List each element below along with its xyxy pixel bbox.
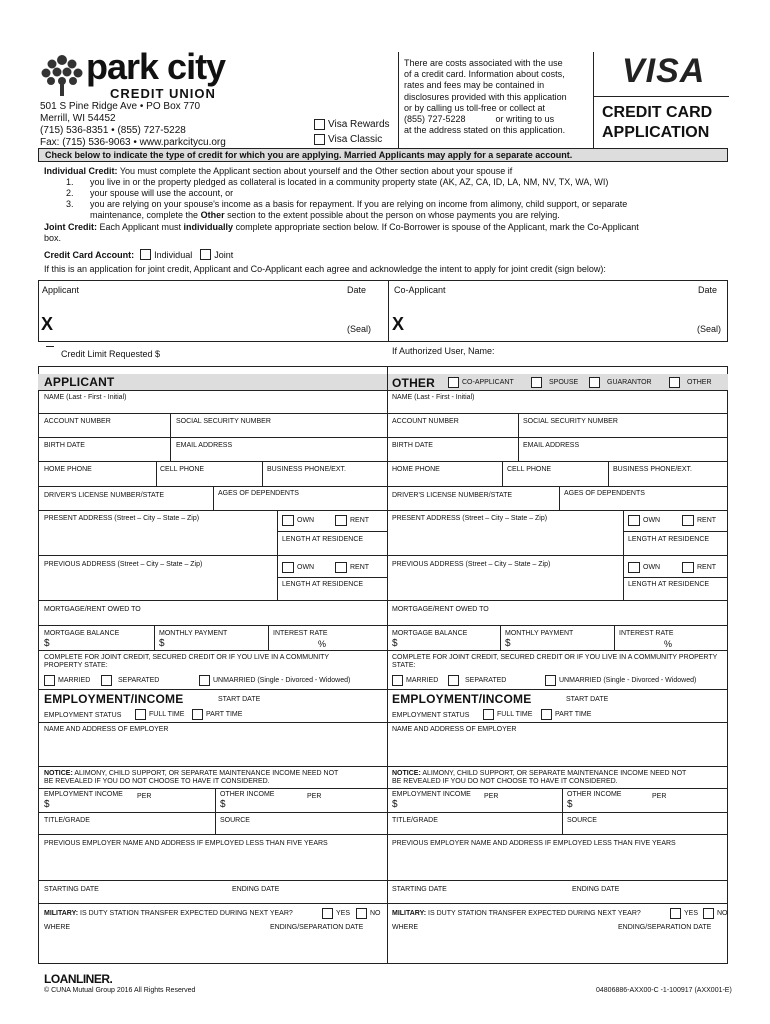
other-business-phone[interactable]: BUSINESS PHONE/EXT.	[613, 466, 692, 473]
co-applicant-date-label: Date	[698, 285, 718, 295]
applicant-name-field[interactable]: NAME (Last - First - Initial)	[44, 394, 127, 401]
applicant-present-length[interactable]: LENGTH AT RESIDENCE	[282, 536, 364, 543]
joint-pre: Each Applicant must	[97, 222, 184, 232]
notice-line-1: ALIMONY, CHILD SUPPORT, OR SEPARATE MAINTENANCE INCOME NEED NOT	[420, 770, 687, 777]
item3-pre: maintenance, complete the	[90, 210, 201, 220]
notice-lead: NOTICE:	[44, 770, 73, 777]
percent-sign: %	[318, 639, 327, 649]
row-line	[38, 812, 728, 813]
notice-line-2: BE REVEALED IF YOU DO NOT CHOOSE TO HAVE IT CONSIDERED.	[44, 778, 270, 785]
other-income-per: PER	[484, 793, 499, 800]
applicant-present-address[interactable]: PRESENT ADDRESS (Street – City – State – Zip)	[44, 515, 200, 522]
copyright: © CUNA Mutual Group 2016 All Rights Reserved	[44, 987, 196, 994]
form-title-line-1: CREDIT CARD	[602, 104, 713, 121]
joint-credit-cont: box.	[44, 233, 62, 243]
own-label: OWN	[643, 517, 661, 524]
joint-checkbox[interactable]	[200, 249, 211, 260]
loanliner-logo: LOANLINER.	[44, 972, 113, 986]
dollar-sign: $	[44, 799, 50, 810]
co-applicant-sig-label: Co-Applicant	[394, 285, 446, 295]
row-line	[38, 390, 728, 391]
married-label: MARRIED	[406, 677, 439, 684]
applicant-income-per: PER	[137, 793, 152, 800]
checkbox-box[interactable]	[322, 908, 333, 919]
applicant-notice	[44, 770, 338, 786]
checkbox-box[interactable]	[483, 709, 494, 720]
notice-line-2: BE REVEALED IF YOU DO NOT CHOOSE TO HAVE IT CONSIDERED.	[392, 778, 618, 785]
co-applicant-label: CO-APPLICANT	[462, 379, 514, 386]
checkbox-box[interactable]	[448, 377, 459, 388]
applicant-present-own[interactable]	[282, 515, 314, 526]
row-line	[38, 834, 728, 835]
applicant-previous-address[interactable]: PREVIOUS ADDRESS (Street – City – State – Zip)	[44, 561, 203, 568]
checkbox-box[interactable]	[101, 675, 112, 686]
individual-credit-text	[44, 166, 512, 176]
other-monthly-payment[interactable]: MONTHLY PAYMENT	[505, 630, 574, 637]
col-line	[500, 625, 501, 650]
other-title-grade[interactable]: TITLE/GRADE	[392, 817, 438, 824]
spouse-checkbox[interactable]	[531, 377, 578, 388]
col-line	[614, 625, 615, 650]
checkbox-box[interactable]	[628, 562, 640, 573]
joint-bold: individually	[183, 222, 234, 232]
applicant-military	[44, 910, 293, 917]
row-line	[277, 577, 387, 578]
col-line	[156, 461, 157, 486]
col-line	[608, 461, 609, 486]
item-text: your spouse will use the account, or	[90, 188, 234, 198]
other-name-field[interactable]: NAME (Last - First - Initial)	[392, 394, 475, 401]
dollar-sign: $	[392, 799, 398, 810]
military-lead: MILITARY:	[392, 910, 427, 917]
dollar-sign: $	[159, 638, 165, 649]
applicant-cell-phone[interactable]: CELL PHONE	[160, 466, 205, 473]
visa-rewards-checkbox[interactable]	[314, 119, 390, 130]
applicant-start-date[interactable]: START DATE	[218, 696, 261, 703]
other-present-address[interactable]: PRESENT ADDRESS (Street – City – State – Zip)	[392, 515, 548, 522]
other-military	[392, 910, 641, 917]
applicant-military-yes[interactable]	[322, 908, 350, 919]
cost-line: of a credit card. Information about costs,	[404, 69, 565, 80]
other-ending-date[interactable]: ENDING DATE	[572, 886, 620, 893]
other-ssn[interactable]: SOCIAL SECURITY NUMBER	[523, 418, 618, 425]
joint-label: Joint	[214, 249, 234, 260]
military-question: IS DUTY STATION TRANSFER EXPECTED DURING NEXT YEAR?	[426, 910, 641, 917]
title-rule	[593, 96, 729, 97]
applicant-income[interactable]: EMPLOYMENT INCOME	[44, 791, 123, 798]
other-source[interactable]: SOURCE	[567, 817, 597, 824]
cost-line: There are costs associated with the use	[404, 58, 563, 68]
col-line	[277, 510, 278, 600]
other-checkbox[interactable]	[669, 377, 712, 388]
row-line	[38, 510, 728, 511]
other-military-yes[interactable]	[670, 908, 698, 919]
col-line	[213, 486, 214, 510]
col-line	[154, 625, 155, 650]
checkbox-box[interactable]	[282, 515, 294, 526]
instruction-item-2	[66, 188, 233, 198]
checkbox-box[interactable]	[356, 908, 367, 919]
item3-bold: Other	[200, 210, 225, 220]
rent-label: RENT	[697, 517, 717, 524]
guarantor-checkbox[interactable]	[589, 377, 652, 388]
other-other-income[interactable]: OTHER INCOME	[567, 791, 622, 798]
dollar-sign: $	[220, 799, 226, 810]
banner-text: Check below to indicate the type of credit for which you are applying. Married Applicants may apply for a separate account.	[45, 150, 573, 160]
item-text: you are relying on your spouse's income as a basis for repayment. If you are relying on income from alimony, child support, or separate	[90, 199, 628, 209]
col-line	[623, 510, 624, 600]
other-start-date[interactable]: START DATE	[566, 696, 609, 703]
row-line	[38, 650, 728, 651]
applicant-previous-own[interactable]	[282, 562, 314, 573]
own-label: OWN	[643, 564, 661, 571]
other-income[interactable]: EMPLOYMENT INCOME	[392, 791, 471, 798]
checkbox-box[interactable]	[192, 709, 203, 720]
applicant-heading: APPLICANT	[44, 375, 115, 389]
checkbox-box[interactable]	[335, 562, 347, 573]
other-interest-rate[interactable]: INTEREST RATE	[619, 630, 674, 637]
other-ages-dependents[interactable]: AGES OF DEPENDENTS	[564, 490, 645, 497]
item-number: 3.	[66, 199, 74, 209]
cost-line: disclosures provided with this application	[404, 91, 567, 102]
applicant-full-time[interactable]	[135, 709, 184, 720]
other-present-own[interactable]	[628, 515, 660, 526]
applicant-seal: (Seal)	[347, 324, 372, 334]
unmarried-label: UNMARRIED (Single - Divorced - Widowed)	[559, 677, 697, 684]
applicant-separated[interactable]	[101, 675, 159, 686]
other-drivers-license[interactable]: DRIVER'S LICENSE NUMBER/STATE	[392, 492, 513, 499]
applicant-business-phone[interactable]: BUSINESS PHONE/EXT.	[267, 466, 346, 473]
yes-label: YES	[336, 910, 351, 917]
phone-line: (715) 536-8351 • (855) 727-5228	[40, 125, 186, 136]
applicant-mortgage-owed[interactable]: MORTGAGE/RENT OWED TO	[44, 606, 141, 613]
applicant-drivers-license[interactable]: DRIVER'S LICENSE NUMBER/STATE	[44, 492, 165, 499]
checkbox-box[interactable]	[392, 675, 403, 686]
no-label: NO	[370, 910, 381, 917]
checkbox-box[interactable]	[545, 675, 556, 686]
joint-lead: Joint Credit:	[44, 222, 97, 232]
other-full-time[interactable]	[483, 709, 532, 720]
other-unmarried[interactable]	[545, 675, 696, 686]
instruction-item-3	[66, 199, 627, 209]
other-part-time[interactable]	[541, 709, 591, 720]
applicant-other-income[interactable]: OTHER INCOME	[220, 791, 275, 798]
other-mortgage-balance[interactable]: MORTGAGE BALANCE	[392, 630, 468, 637]
applicant-interest-rate[interactable]: INTEREST RATE	[273, 630, 328, 637]
other-email[interactable]: EMAIL ADDRESS	[523, 442, 580, 449]
yes-label: YES	[684, 910, 699, 917]
applicant-ending-date[interactable]: ENDING DATE	[232, 886, 280, 893]
applicant-part-time[interactable]	[192, 709, 242, 720]
married-label: MARRIED	[58, 677, 91, 684]
checkbox-box[interactable]	[541, 709, 552, 720]
no-label: NO	[717, 910, 728, 917]
row-line	[38, 880, 728, 881]
col-line	[559, 486, 560, 510]
cost-line: (855) 727-5228 or writing to us	[404, 114, 555, 125]
row-line	[623, 531, 728, 532]
brand-name: park city	[86, 46, 226, 87]
instruction-banner	[38, 148, 728, 162]
visa-classic-checkbox[interactable]	[314, 134, 382, 145]
checkbox-box[interactable]	[682, 562, 694, 573]
other-birth-date[interactable]: BIRTH DATE	[392, 442, 433, 449]
individual-credit-lead: Individual Credit:	[44, 166, 118, 176]
form-title-line-2: APPLICATION	[602, 124, 710, 141]
col-line	[518, 413, 519, 461]
col-line	[262, 461, 263, 486]
other-complete-joint: COMPLETE FOR JOINT CREDIT, SECURED CREDIT OR IF YOU LIVE IN A COMMUNITY PROPERTY STATE:	[392, 654, 718, 669]
other-previous-rent[interactable]	[682, 562, 716, 573]
co-applicant-seal: (Seal)	[697, 324, 722, 334]
fax-line: Fax: (715) 536-9063 • www.parkcitycu.org	[40, 137, 226, 148]
instruction-item-3-cont	[90, 210, 560, 220]
individual-label: Individual	[154, 249, 193, 260]
other-present-rent[interactable]	[682, 515, 716, 526]
other-ending-separation[interactable]: ENDING/SEPARATION DATE	[618, 924, 712, 931]
joint-acknowledgement: If this is an application for joint credit, Applicant and Co-Applicant each agree and acknowledge the intent to apply for joint credit (sign below):	[44, 264, 606, 274]
individual-checkbox[interactable]	[140, 249, 151, 260]
checkbox-box[interactable]	[682, 515, 694, 526]
applicant-employer[interactable]: NAME AND ADDRESS OF EMPLOYER	[44, 726, 169, 733]
instruction-item-1	[66, 177, 608, 187]
item3-post: section to the extent possible about the person on whose payments you are relying.	[224, 210, 560, 220]
other-mortgage-owed[interactable]: MORTGAGE/RENT OWED TO	[392, 606, 489, 613]
other-present-length[interactable]: LENGTH AT RESIDENCE	[628, 536, 710, 543]
row-line	[38, 722, 728, 723]
row-line	[623, 577, 728, 578]
unmarried-label: UNMARRIED (Single - Divorced - Widowed)	[213, 677, 351, 684]
credit-union-logo	[38, 52, 86, 98]
other-employer[interactable]: NAME AND ADDRESS OF EMPLOYER	[392, 726, 517, 733]
row-line	[38, 437, 728, 438]
checkbox-box[interactable]	[314, 119, 325, 130]
separated-label: SEPARATED	[118, 677, 160, 684]
other-label: OTHER	[687, 379, 712, 386]
applicant-sign-field[interactable]: X	[41, 314, 54, 334]
item-text: you live in or the property pledged as collateral is located in a community property state (AK, AZ, CA, ID, LA, NM, NV, TX, WA, WI)	[90, 177, 609, 187]
center-divider	[387, 366, 388, 964]
dollar-sign: $	[392, 638, 398, 649]
notice-line-1: ALIMONY, CHILD SUPPORT, OR SEPARATE MAINTENANCE INCOME NEED NOT	[72, 770, 339, 777]
guarantor-label: GUARANTOR	[607, 379, 652, 386]
cost-line: at the address stated on this application.	[404, 125, 566, 136]
col-line	[268, 625, 269, 650]
joint-post: complete appropriate section below. If Co-Borrower is spouse of the Applicant, mark the Co-Applicant	[233, 222, 639, 232]
full-time-label: FULL TIME	[149, 711, 185, 718]
cost-line: rates and fees may be contained in	[404, 80, 545, 91]
applicant-home-phone[interactable]: HOME PHONE	[44, 466, 92, 473]
applicant-married[interactable]	[44, 675, 90, 686]
row-line	[38, 625, 728, 626]
percent-sign: %	[664, 639, 673, 649]
applicant-account-number[interactable]: ACCOUNT NUMBER	[44, 418, 111, 425]
row-line	[38, 461, 728, 462]
row-line	[38, 903, 728, 904]
notice-lead: NOTICE:	[392, 770, 421, 777]
applicant-ending-separation[interactable]: ENDING/SEPARATION DATE	[270, 924, 364, 931]
rent-label: RENT	[697, 564, 717, 571]
separated-label: SEPARATED	[465, 677, 507, 684]
visa-rewards-label: Visa Rewards	[328, 119, 390, 130]
checkbox-box[interactable]	[670, 908, 681, 919]
signature-box	[38, 280, 728, 342]
other-separated[interactable]	[448, 675, 506, 686]
other-previous-own[interactable]	[628, 562, 660, 573]
other-notice	[392, 770, 686, 786]
other-cell-phone[interactable]: CELL PHONE	[507, 466, 552, 473]
applicant-title-grade[interactable]: TITLE/GRADE	[44, 817, 90, 824]
applicant-unmarried[interactable]	[199, 675, 350, 686]
other-home-phone[interactable]: HOME PHONE	[392, 466, 440, 473]
dollar-sign: $	[44, 638, 50, 649]
checkbox-box[interactable]	[531, 377, 542, 388]
other-where[interactable]: WHERE	[392, 924, 419, 931]
checkbox-box[interactable]	[448, 675, 459, 686]
other-employment-status: EMPLOYMENT STATUS	[392, 712, 470, 719]
part-time-label: PART TIME	[555, 711, 592, 718]
row-line	[38, 766, 728, 767]
brand-subtitle: CREDIT UNION	[110, 86, 216, 101]
row-line	[38, 788, 728, 789]
visa-classic-label: Visa Classic	[328, 134, 383, 145]
individual-credit-body: You must complete the Applicant section about yourself and the Other section about your spouse if	[117, 166, 513, 176]
co-applicant-sign-field[interactable]: X	[392, 314, 405, 334]
checkbox-box[interactable]	[199, 675, 210, 686]
applicant-source[interactable]: SOURCE	[220, 817, 250, 824]
applicant-birth-date[interactable]: BIRTH DATE	[44, 442, 85, 449]
row-line	[277, 531, 387, 532]
other-military-no[interactable]	[703, 908, 728, 919]
applicant-present-rent[interactable]	[335, 515, 369, 526]
applicant-other-income-per: PER	[307, 793, 322, 800]
co-applicant-checkbox[interactable]	[448, 377, 514, 388]
checkbox-box[interactable]	[44, 675, 55, 686]
dash-mark	[46, 346, 54, 347]
other-heading: OTHER	[392, 376, 435, 390]
other-other-income-per: PER	[652, 793, 667, 800]
part-time-label: PART TIME	[206, 711, 243, 718]
other-previous-employer[interactable]: PREVIOUS EMPLOYER NAME AND ADDRESS IF EMPLOYED LESS THAN FIVE YEARS	[392, 840, 676, 847]
col-line	[562, 788, 563, 834]
applicant-military-no[interactable]	[356, 908, 381, 919]
applicant-employment-status: EMPLOYMENT STATUS	[44, 712, 122, 719]
item-number: 1.	[66, 177, 74, 187]
rent-label: RENT	[350, 564, 370, 571]
applicant-previous-employer[interactable]: PREVIOUS EMPLOYER NAME AND ADDRESS IF EMPLOYED LESS THAN FIVE YEARS	[44, 840, 328, 847]
credit-limit-field[interactable]: Credit Limit Requested $	[61, 349, 161, 359]
row-line	[38, 555, 728, 556]
military-question: IS DUTY STATION TRANSFER EXPECTED DURING NEXT YEAR?	[78, 910, 293, 917]
applicant-ssn[interactable]: SOCIAL SECURITY NUMBER	[176, 418, 271, 425]
form-code: 04806886-AXX00-C -1-100917 (AXX001-E)	[596, 987, 732, 994]
checkbox-box[interactable]	[282, 562, 294, 573]
credit-card-account	[44, 249, 233, 260]
checkbox-box[interactable]	[628, 515, 640, 526]
sig-divider	[388, 280, 389, 342]
checkbox-box[interactable]	[589, 377, 600, 388]
full-time-label: FULL TIME	[497, 711, 533, 718]
applicant-previous-rent[interactable]	[335, 562, 369, 573]
dollar-sign: $	[505, 638, 511, 649]
row-line	[38, 413, 728, 414]
joint-credit-text	[44, 222, 639, 232]
applicant-previous-length[interactable]: LENGTH AT RESIDENCE	[282, 581, 364, 588]
checkbox-box[interactable]	[703, 908, 714, 919]
visa-logo: VISA	[622, 52, 706, 90]
other-starting-date[interactable]: STARTING DATE	[392, 886, 447, 893]
row-line	[38, 689, 728, 690]
address-line-1: 501 S Pine Ridge Ave • PO Box 770	[40, 101, 201, 112]
applicant-complete-joint: COMPLETE FOR JOINT CREDIT, SECURED CREDIT OR IF YOU LIVE IN A COMMUNITY PROPERTY STATE:	[44, 654, 329, 669]
military-lead: MILITARY:	[44, 910, 79, 917]
checkbox-box[interactable]	[314, 134, 325, 145]
dollar-sign: $	[567, 799, 573, 810]
checkbox-box[interactable]	[335, 515, 347, 526]
title-divider	[593, 52, 594, 148]
own-label: OWN	[297, 517, 315, 524]
header-divider	[398, 52, 399, 148]
cost-disclosure	[404, 58, 592, 136]
address-line-2: Merrill, WI 54452	[40, 113, 116, 124]
spouse-label: SPOUSE	[549, 379, 579, 386]
other-married[interactable]	[392, 675, 438, 686]
col-line	[215, 788, 216, 834]
other-account-number[interactable]: ACCOUNT NUMBER	[392, 418, 459, 425]
applicant-employment-heading: EMPLOYMENT/INCOME	[44, 692, 184, 706]
own-label: OWN	[297, 564, 315, 571]
account-label: Credit Card Account:	[44, 249, 135, 260]
applicant-sig-label: Applicant	[42, 285, 80, 295]
authorized-user-field[interactable]: If Authorized User, Name:	[392, 346, 495, 356]
rent-label: RENT	[350, 517, 370, 524]
item-number: 2.	[66, 188, 74, 198]
applicant-starting-date[interactable]: STARTING DATE	[44, 886, 99, 893]
other-employment-heading: EMPLOYMENT/INCOME	[392, 692, 532, 706]
other-previous-length[interactable]: LENGTH AT RESIDENCE	[628, 581, 710, 588]
applicant-ages-dependents[interactable]: AGES OF DEPENDENTS	[218, 490, 299, 497]
col-line	[502, 461, 503, 486]
col-line	[170, 413, 171, 461]
applicant-where[interactable]: WHERE	[44, 924, 71, 931]
row-line	[38, 600, 728, 601]
applicant-date-label: Date	[347, 285, 367, 295]
checkbox-box[interactable]	[669, 377, 680, 388]
applicant-email[interactable]: EMAIL ADDRESS	[176, 442, 233, 449]
applicant-mortgage-balance[interactable]: MORTGAGE BALANCE	[44, 630, 120, 637]
row-line	[38, 486, 728, 487]
cost-line: or by calling us toll-free or collect at	[404, 102, 546, 113]
applicant-monthly-payment[interactable]: MONTHLY PAYMENT	[159, 630, 228, 637]
checkbox-box[interactable]	[135, 709, 146, 720]
other-previous-address[interactable]: PREVIOUS ADDRESS (Street – City – State – Zip)	[392, 561, 551, 568]
